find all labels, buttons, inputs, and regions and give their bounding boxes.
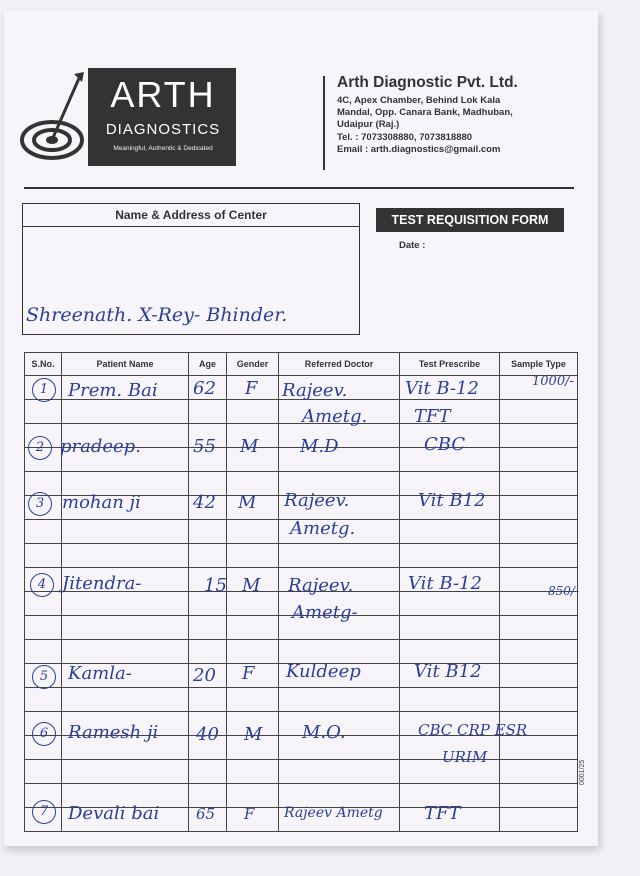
entry-4-doctor-line2: Ametg-	[292, 602, 358, 623]
entry-2-doctor: M.D	[300, 436, 339, 457]
entry-2-sno: 2	[28, 436, 52, 460]
table-row	[25, 760, 578, 784]
table-cell	[189, 688, 227, 712]
table-cell	[62, 544, 189, 568]
table-cell	[400, 592, 500, 616]
entry-5-name: Kamla-	[68, 663, 132, 684]
table-cell	[227, 520, 279, 544]
address-line-1: 4C, Apex Chamber, Behind Lok Kala	[337, 95, 501, 106]
entry-6-test: CBC CRP ESR	[418, 721, 528, 739]
table-cell	[62, 400, 189, 424]
table-cell	[227, 616, 279, 640]
table-cell	[189, 616, 227, 640]
table-cell	[500, 472, 578, 496]
entry-7-test: TFT	[424, 803, 461, 824]
table-cell	[400, 616, 500, 640]
entry-1-gender: F	[245, 378, 258, 399]
header-referred-doctor: Referred Doctor	[279, 353, 400, 376]
entry-5-age: 20	[193, 665, 216, 686]
entry-1-doctor: Rajeev.	[282, 380, 348, 401]
logo-word: ARTH	[110, 74, 216, 115]
table-cell	[400, 688, 500, 712]
header-age: Age	[189, 353, 227, 376]
table-cell	[400, 520, 500, 544]
form-title: TEST REQUISITION FORM	[376, 208, 564, 232]
logo-tagline: Meaningful, Authentic & Dedicated	[113, 145, 213, 152]
entry-1-age: 62	[193, 378, 216, 399]
entry-7-age: 65	[196, 805, 216, 823]
table-cell	[189, 400, 227, 424]
center-box-heading: Name & Address of Center	[23, 204, 359, 227]
address-line-3: Udaipur (Raj.)	[337, 119, 400, 130]
entry-5-test: Vit B12	[414, 661, 482, 682]
table-cell	[500, 736, 578, 760]
table-cell	[279, 544, 400, 568]
table-cell	[500, 808, 578, 832]
entry-4-doctor: Rajeev.	[288, 575, 354, 596]
header-sno: S.No.	[25, 353, 62, 376]
entry-1-note: 1000/-	[532, 374, 574, 389]
entry-6-sno: 6	[32, 722, 56, 746]
table-cell	[189, 544, 227, 568]
table-cell	[62, 760, 189, 784]
table-row	[25, 544, 578, 568]
entry-4-test: Vit B-12	[408, 573, 482, 594]
phone-line: Tel. : 7073308880, 7073818880	[337, 132, 473, 143]
table-cell	[25, 544, 62, 568]
table-cell	[25, 760, 62, 784]
entry-6-gender: M	[244, 724, 263, 745]
entry-6-doctor: M.O.	[302, 722, 346, 743]
table-cell	[62, 520, 189, 544]
entry-7-gender: F	[244, 805, 255, 823]
entry-2-name: pradeep.	[60, 436, 141, 457]
entry-3-gender: M	[238, 492, 257, 513]
email-line: Email : arth.diagnostics@gmail.com	[337, 144, 501, 155]
header-sample-type: Sample Type	[500, 353, 578, 376]
table-cell	[500, 424, 578, 448]
entry-4-note: 850/-	[548, 584, 580, 598]
table-cell	[62, 640, 189, 664]
entry-5-sno: 5	[32, 665, 56, 689]
table-cell	[279, 688, 400, 712]
table-cell	[25, 520, 62, 544]
table-cell	[500, 616, 578, 640]
table-cell	[500, 640, 578, 664]
table-cell	[500, 784, 578, 808]
table-cell	[500, 544, 578, 568]
entry-3-test: Vit B12	[418, 490, 486, 511]
entry-7-sno: 7	[32, 800, 56, 824]
header-patient-name: Patient Name	[62, 353, 189, 376]
entry-6-test-line2: URIM	[442, 748, 488, 766]
entry-4-age: 15	[204, 575, 227, 596]
requisition-form	[4, 10, 598, 846]
entry-1-doctor-line2: Ametg.	[302, 406, 368, 427]
table-row	[25, 640, 578, 664]
table-cell	[25, 400, 62, 424]
table-cell	[500, 664, 578, 688]
table-cell	[500, 760, 578, 784]
table-cell	[500, 400, 578, 424]
entry-4-name: Jitendra-	[62, 573, 142, 594]
table-cell	[227, 400, 279, 424]
entry-6-age: 40	[196, 724, 219, 745]
entry-1-name: Prem. Bai	[68, 380, 158, 401]
entry-5-doctor: Kuldeep	[286, 661, 361, 682]
target-arrow-icon	[18, 70, 88, 170]
entry-1-test: Vit B-12	[405, 378, 479, 399]
entry-7-name: Devali bai	[68, 803, 160, 824]
table-cell	[62, 688, 189, 712]
table-cell	[189, 784, 227, 808]
entry-1-test-line2: TFT	[414, 406, 451, 427]
table-cell	[25, 616, 62, 640]
table-cell	[279, 640, 400, 664]
header-test-prescribe: Test Prescribe	[400, 353, 500, 376]
entry-3-doctor: Rajeev.	[284, 490, 350, 511]
table-cell	[500, 448, 578, 472]
header-divider	[323, 76, 325, 170]
table-cell	[189, 520, 227, 544]
company-name: Arth Diagnostic Pvt. Ltd.	[337, 74, 518, 91]
entry-3-sno: 3	[28, 492, 52, 516]
entry-2-age: 55	[193, 436, 216, 457]
entry-2-test: CBC	[424, 434, 466, 455]
entry-7-doctor: Rajeev Ametg	[284, 805, 383, 821]
entry-1-sno: 1	[32, 378, 56, 402]
side-serial-code: 0001/25	[579, 759, 586, 785]
table-cell	[500, 520, 578, 544]
entry-4-gender: M	[242, 575, 261, 596]
table-cell	[189, 760, 227, 784]
entry-2-gender: M	[240, 436, 259, 457]
table-cell	[400, 640, 500, 664]
table-cell	[500, 688, 578, 712]
address-line-2: Mandal, Opp. Canara Bank, Madhuban,	[337, 107, 513, 118]
table-cell	[279, 784, 400, 808]
entry-4-sno: 4	[30, 573, 54, 597]
table-cell	[227, 688, 279, 712]
table-cell	[189, 640, 227, 664]
table-cell	[400, 544, 500, 568]
entry-6-name: Ramesh ji	[68, 722, 159, 743]
table-cell	[279, 424, 400, 448]
date-label: Date :	[399, 240, 426, 251]
table-cell	[62, 592, 189, 616]
entry-5-gender: F	[242, 663, 255, 684]
entry-3-name: mohan ji	[62, 492, 141, 513]
table-cell	[62, 616, 189, 640]
table-cell	[227, 760, 279, 784]
header-rule	[24, 187, 574, 189]
table-cell	[227, 784, 279, 808]
center-handwritten-name: Shreenath. X-Rey- Bhinder.	[26, 304, 288, 326]
entry-3-age: 42	[193, 492, 216, 513]
table-cell	[500, 496, 578, 520]
table-cell	[25, 640, 62, 664]
table-cell	[279, 448, 400, 472]
table-row	[25, 400, 578, 424]
table-cell	[227, 640, 279, 664]
table-row	[25, 688, 578, 712]
table-cell	[279, 760, 400, 784]
table-cell	[25, 688, 62, 712]
entry-3-doctor-line2: Ametg.	[290, 518, 356, 539]
table-cell	[227, 544, 279, 568]
logo-subtitle: DIAGNOSTICS	[105, 121, 221, 138]
header-gender: Gender	[227, 353, 279, 376]
